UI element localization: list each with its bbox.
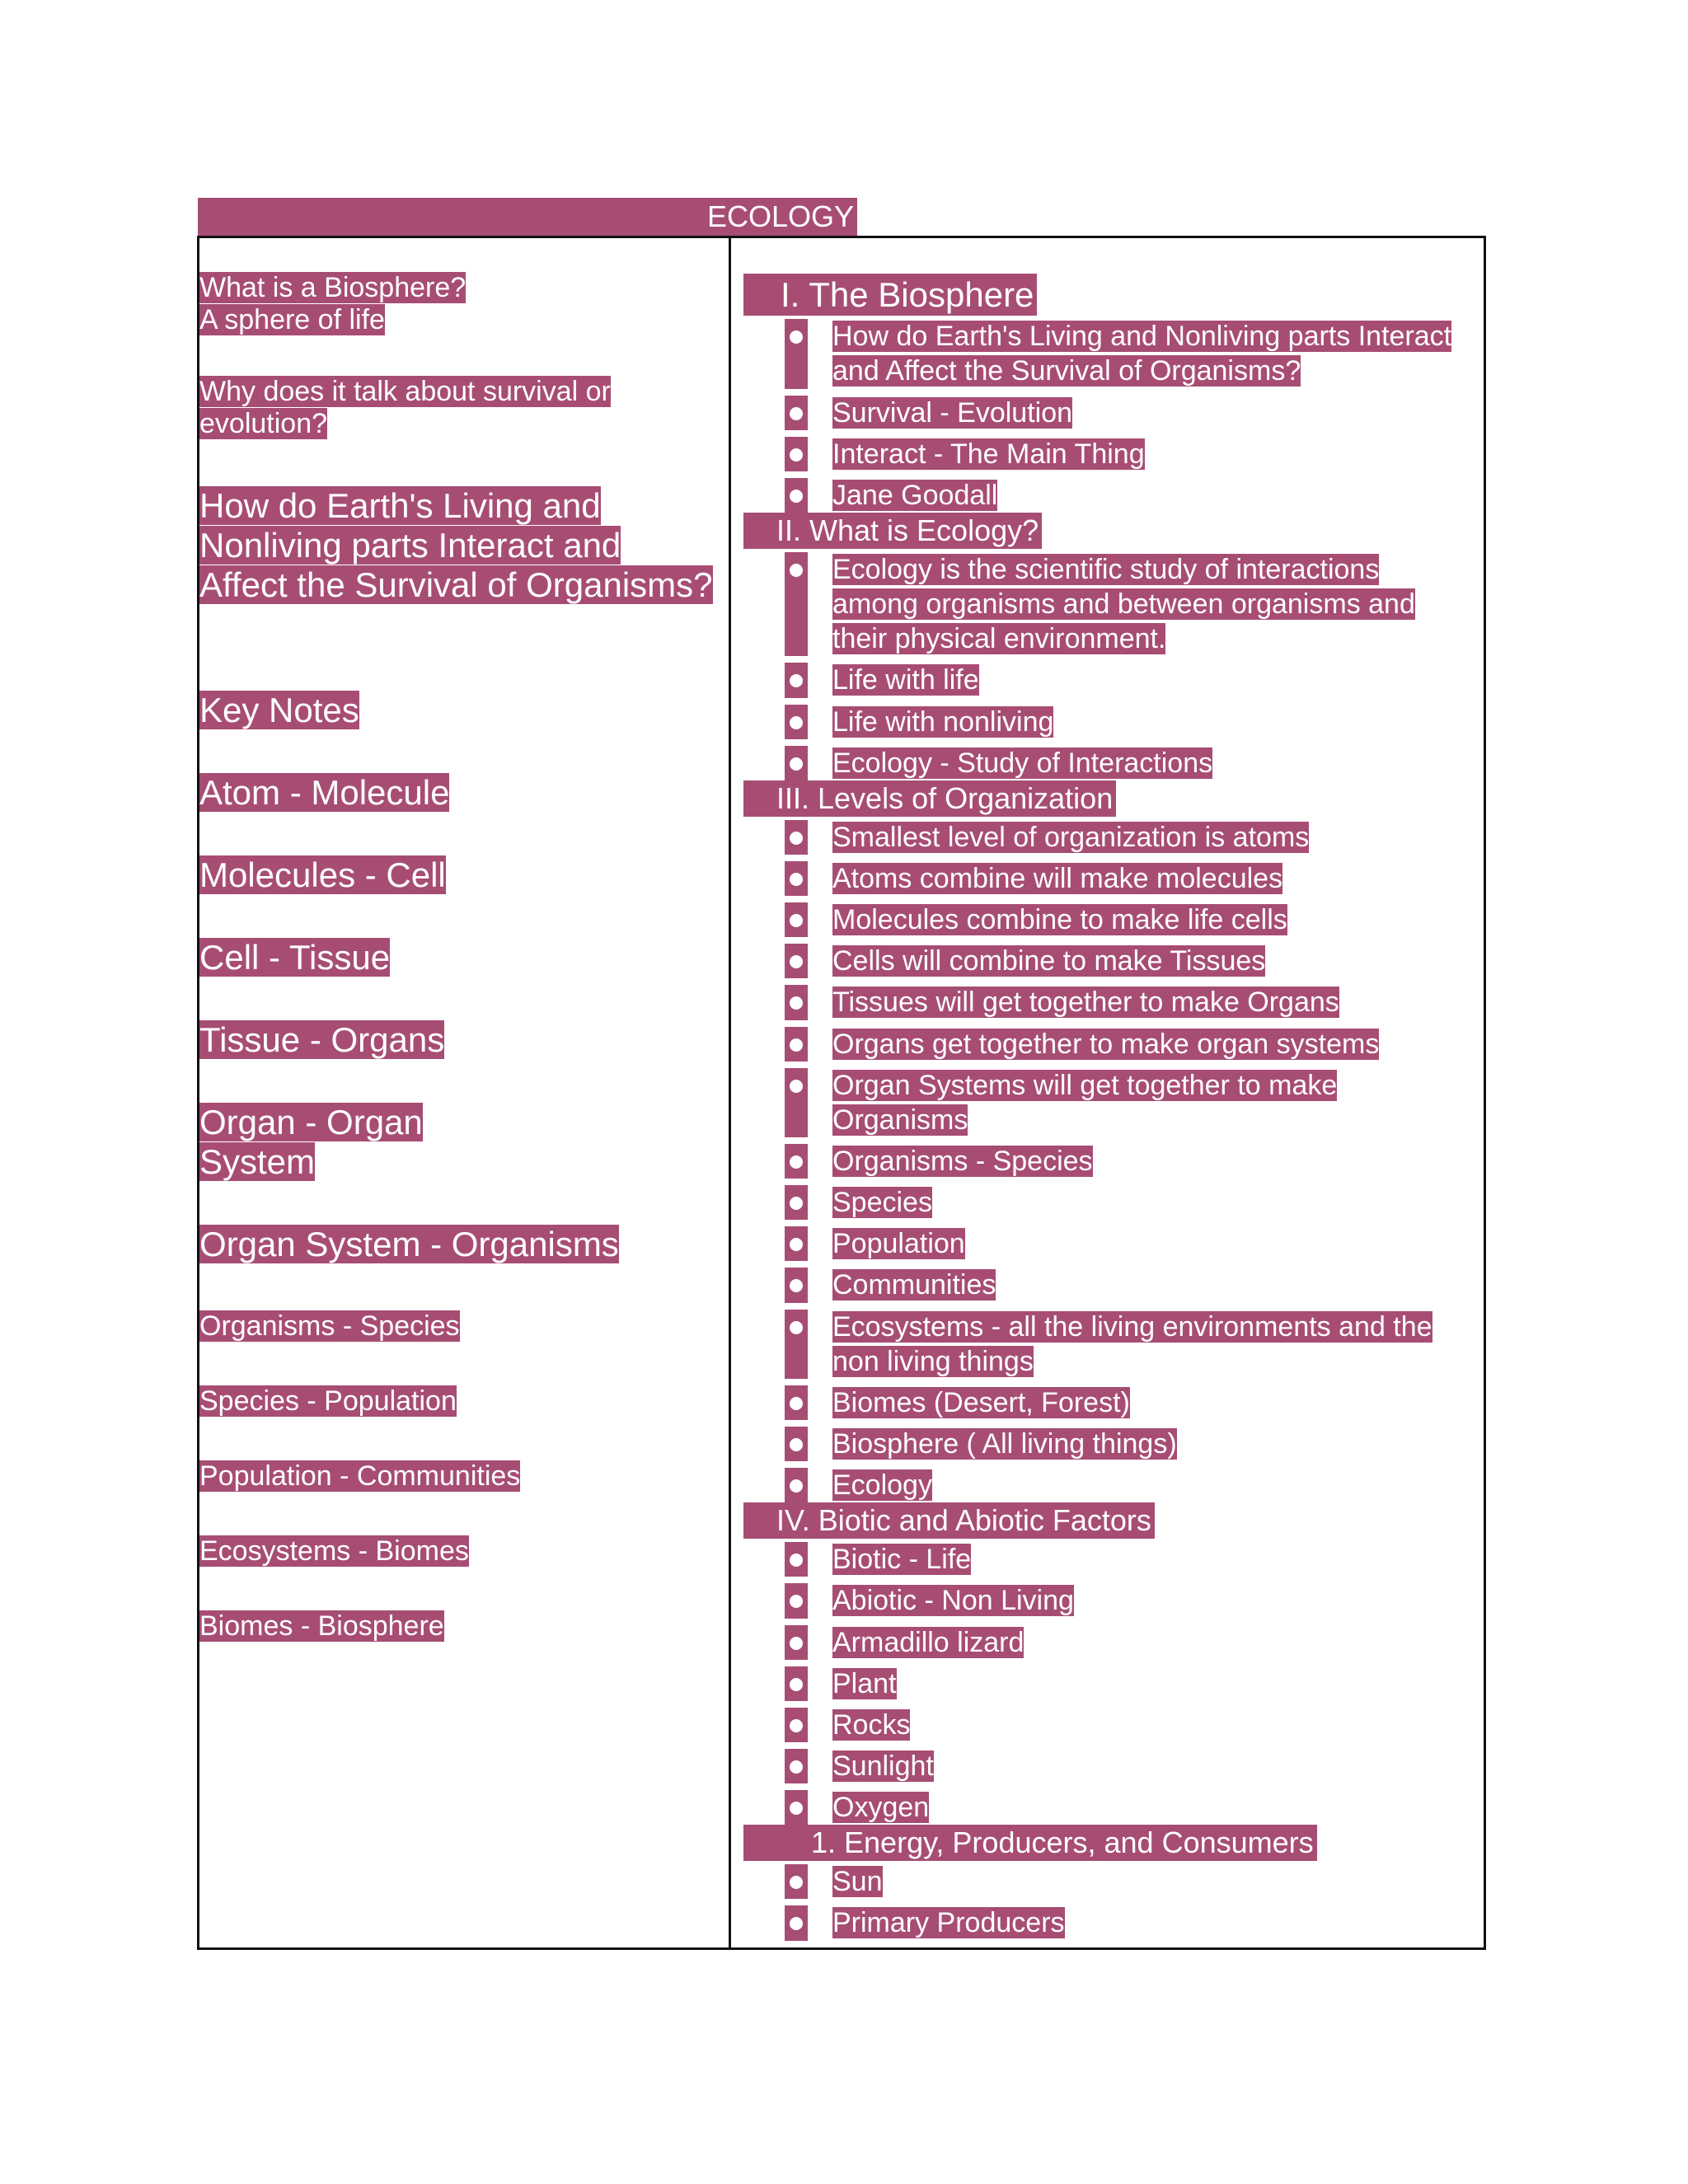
bullet-icon [785, 705, 808, 739]
key-note [199, 1225, 727, 1264]
highlighted-text: How do Earth's Living and [199, 486, 601, 525]
highlighted-text: Oxygen [832, 1792, 930, 1824]
highlighted-text: Key Notes [199, 691, 359, 729]
highlighted-text: Biosphere ( All living things) [832, 1428, 1177, 1460]
bullet-icon [785, 861, 808, 896]
key-note [199, 1103, 727, 1182]
key-note-small [199, 1610, 727, 1643]
list-item [743, 944, 1469, 978]
highlighted-text: Ecology is the scientific study of interactions among organisms and between organisms and their physical environment. [832, 553, 1415, 655]
list-item [743, 985, 1469, 1019]
highlighted-text: Nonliving parts Interact and [199, 526, 621, 565]
list-item [743, 1144, 1469, 1179]
highlighted-text: Ecology [832, 1469, 932, 1502]
key-note [199, 938, 727, 977]
list-item [743, 1027, 1469, 1062]
notes-column [743, 274, 1469, 1941]
highlighted-text: Why does it talk about survival or [199, 376, 611, 407]
bullet-icon [785, 944, 808, 978]
list-item [743, 1427, 1469, 1461]
bullet-icon [785, 1749, 808, 1783]
list-item [743, 1583, 1469, 1618]
bullet-icon [785, 478, 808, 513]
section-heading: III. Levels of Organization [743, 780, 1116, 817]
list-item [743, 478, 1469, 513]
section-heading: IV. Biotic and Abiotic Factors [743, 1502, 1155, 1539]
highlighted-text: Cells will combine to make Tissues [832, 945, 1266, 977]
list-item [743, 1310, 1469, 1379]
highlighted-text: Life with nonliving [832, 705, 1054, 738]
bullet-icon [785, 1625, 808, 1660]
list-item [743, 1749, 1469, 1783]
bullet-icon [785, 1068, 808, 1137]
highlighted-text: Biotic - Life [832, 1544, 972, 1576]
list-item [743, 1468, 1469, 1502]
highlighted-text: Smallest level of organization is atoms [832, 821, 1310, 853]
bullet-icon [785, 1185, 808, 1220]
list-item [743, 1185, 1469, 1220]
highlighted-text: Primary Producers [832, 1907, 1065, 1939]
highlighted-text: Affect the Survival of Organisms? [199, 565, 713, 604]
highlighted-text: A sphere of life [199, 304, 385, 335]
bullet-icon [785, 1790, 808, 1825]
highlighted-text: Abiotic - Non Living [832, 1585, 1074, 1617]
highlighted-text: What is a Biosphere? [199, 272, 467, 303]
list-item [743, 1226, 1469, 1261]
bullet-icon [785, 1385, 808, 1420]
highlighted-text: Biomes (Desert, Forest) [832, 1386, 1130, 1418]
cue-column [199, 272, 727, 1643]
highlighted-text: Molecules combine to make life cells [832, 904, 1287, 936]
column-divider [729, 236, 731, 1950]
bullet-icon [785, 820, 808, 855]
highlighted-text: Population [832, 1228, 965, 1260]
highlighted-text: Atoms combine will make molecules [832, 862, 1283, 894]
highlighted-text: Ecosystems - all the living environments and the non living things [832, 1310, 1432, 1377]
highlighted-text: Organ System - Organisms [199, 1225, 619, 1263]
section-heading: I. The Biosphere [743, 274, 1037, 316]
highlighted-text: Biomes - Biosphere [199, 1610, 444, 1642]
list-item [743, 1708, 1469, 1742]
highlighted-text: Survival - Evolution [832, 396, 1073, 429]
bullet-icon [785, 1905, 808, 1940]
list-item [743, 1666, 1469, 1701]
question-survival [199, 376, 727, 440]
list-item [743, 1790, 1469, 1825]
highlighted-text: Ecosystems - Biomes [199, 1535, 469, 1567]
page-title: ECOLOGY [198, 198, 857, 236]
bullet-icon [785, 1427, 808, 1461]
bullet-icon [785, 1310, 808, 1379]
highlighted-text: Armadillo lizard [832, 1626, 1025, 1658]
highlighted-text: Molecules - Cell [199, 855, 446, 894]
list-item [743, 1905, 1469, 1940]
highlighted-text: Species [832, 1187, 932, 1219]
highlighted-text: Tissues will get together to make Organs [832, 987, 1339, 1019]
key-note-small [199, 1535, 727, 1568]
list-item [743, 1068, 1469, 1137]
list-item [743, 1542, 1469, 1577]
bullet-icon [785, 985, 808, 1019]
highlighted-text: Sun [832, 1866, 883, 1898]
highlighted-text: Jane Goodall [832, 479, 998, 511]
highlighted-text: Organs get together to make organ systems [832, 1028, 1380, 1060]
bullet-icon [785, 552, 808, 656]
highlighted-text: Species - Population [199, 1385, 457, 1417]
highlighted-text: Organisms - Species [199, 1310, 460, 1342]
bullet-icon [785, 1583, 808, 1618]
key-note-small [199, 1310, 727, 1343]
list-item [743, 902, 1469, 937]
highlighted-text: Organ Systems will get together to make Organisms [832, 1069, 1338, 1136]
highlighted-text: Cell - Tissue [199, 938, 391, 977]
essential-question [199, 486, 727, 605]
bullet-icon [785, 1226, 808, 1261]
highlighted-text: Sunlight [832, 1750, 934, 1783]
bullet-icon [785, 1708, 808, 1742]
highlighted-text: Organ - Organ [199, 1103, 423, 1141]
highlighted-text: Life with life [832, 664, 979, 696]
highlighted-text: Plant [832, 1667, 897, 1699]
bullet-icon [785, 396, 808, 430]
highlighted-text: Rocks [832, 1708, 911, 1741]
bullet-icon [785, 663, 808, 697]
section-heading: 1. Energy, Producers, and Consumers [743, 1825, 1317, 1861]
bullet-icon [785, 437, 808, 471]
highlighted-text: Ecology - Study of Interactions [832, 747, 1213, 779]
bullet-icon [785, 1542, 808, 1577]
list-item [743, 1268, 1469, 1302]
list-item [743, 552, 1469, 656]
list-item [743, 437, 1469, 471]
highlighted-text: How do Earth's Living and Nonliving parts Interact and Affect the Survival of Organisms? [832, 321, 1452, 387]
highlighted-text: Communities [832, 1269, 996, 1301]
list-item [743, 820, 1469, 855]
highlighted-text: evolution? [199, 408, 328, 439]
highlighted-text: Interact - The Main Thing [832, 438, 1145, 470]
list-item [743, 705, 1469, 739]
list-item [743, 319, 1469, 388]
bullet-icon [785, 1666, 808, 1701]
key-note-small [199, 1460, 727, 1493]
key-note [199, 855, 727, 895]
highlighted-text: Organisms - Species [832, 1146, 1093, 1178]
highlighted-text: Population - Communities [199, 1460, 521, 1492]
list-item [743, 746, 1469, 780]
bullet-icon [785, 1144, 808, 1179]
list-item [743, 396, 1469, 430]
question-biosphere [199, 272, 727, 336]
bullet-icon [785, 1268, 808, 1302]
list-item [743, 663, 1469, 697]
list-item [743, 1385, 1469, 1420]
list-item [743, 1864, 1469, 1899]
bullet-icon [785, 902, 808, 937]
key-notes-heading [199, 691, 727, 730]
bullet-icon [785, 1468, 808, 1502]
list-item [743, 861, 1469, 896]
section-heading: II. What is Ecology? [743, 513, 1042, 549]
highlighted-text: System [199, 1142, 316, 1181]
key-note-small [199, 1385, 727, 1418]
highlighted-text: Atom - Molecule [199, 773, 450, 812]
bullet-icon [785, 319, 808, 388]
bullet-icon [785, 746, 808, 780]
highlighted-text: Tissue - Organs [199, 1020, 445, 1059]
bullet-icon [785, 1864, 808, 1899]
list-item [743, 1625, 1469, 1660]
key-note [199, 773, 727, 813]
bullet-icon [785, 1027, 808, 1062]
key-note [199, 1020, 727, 1060]
